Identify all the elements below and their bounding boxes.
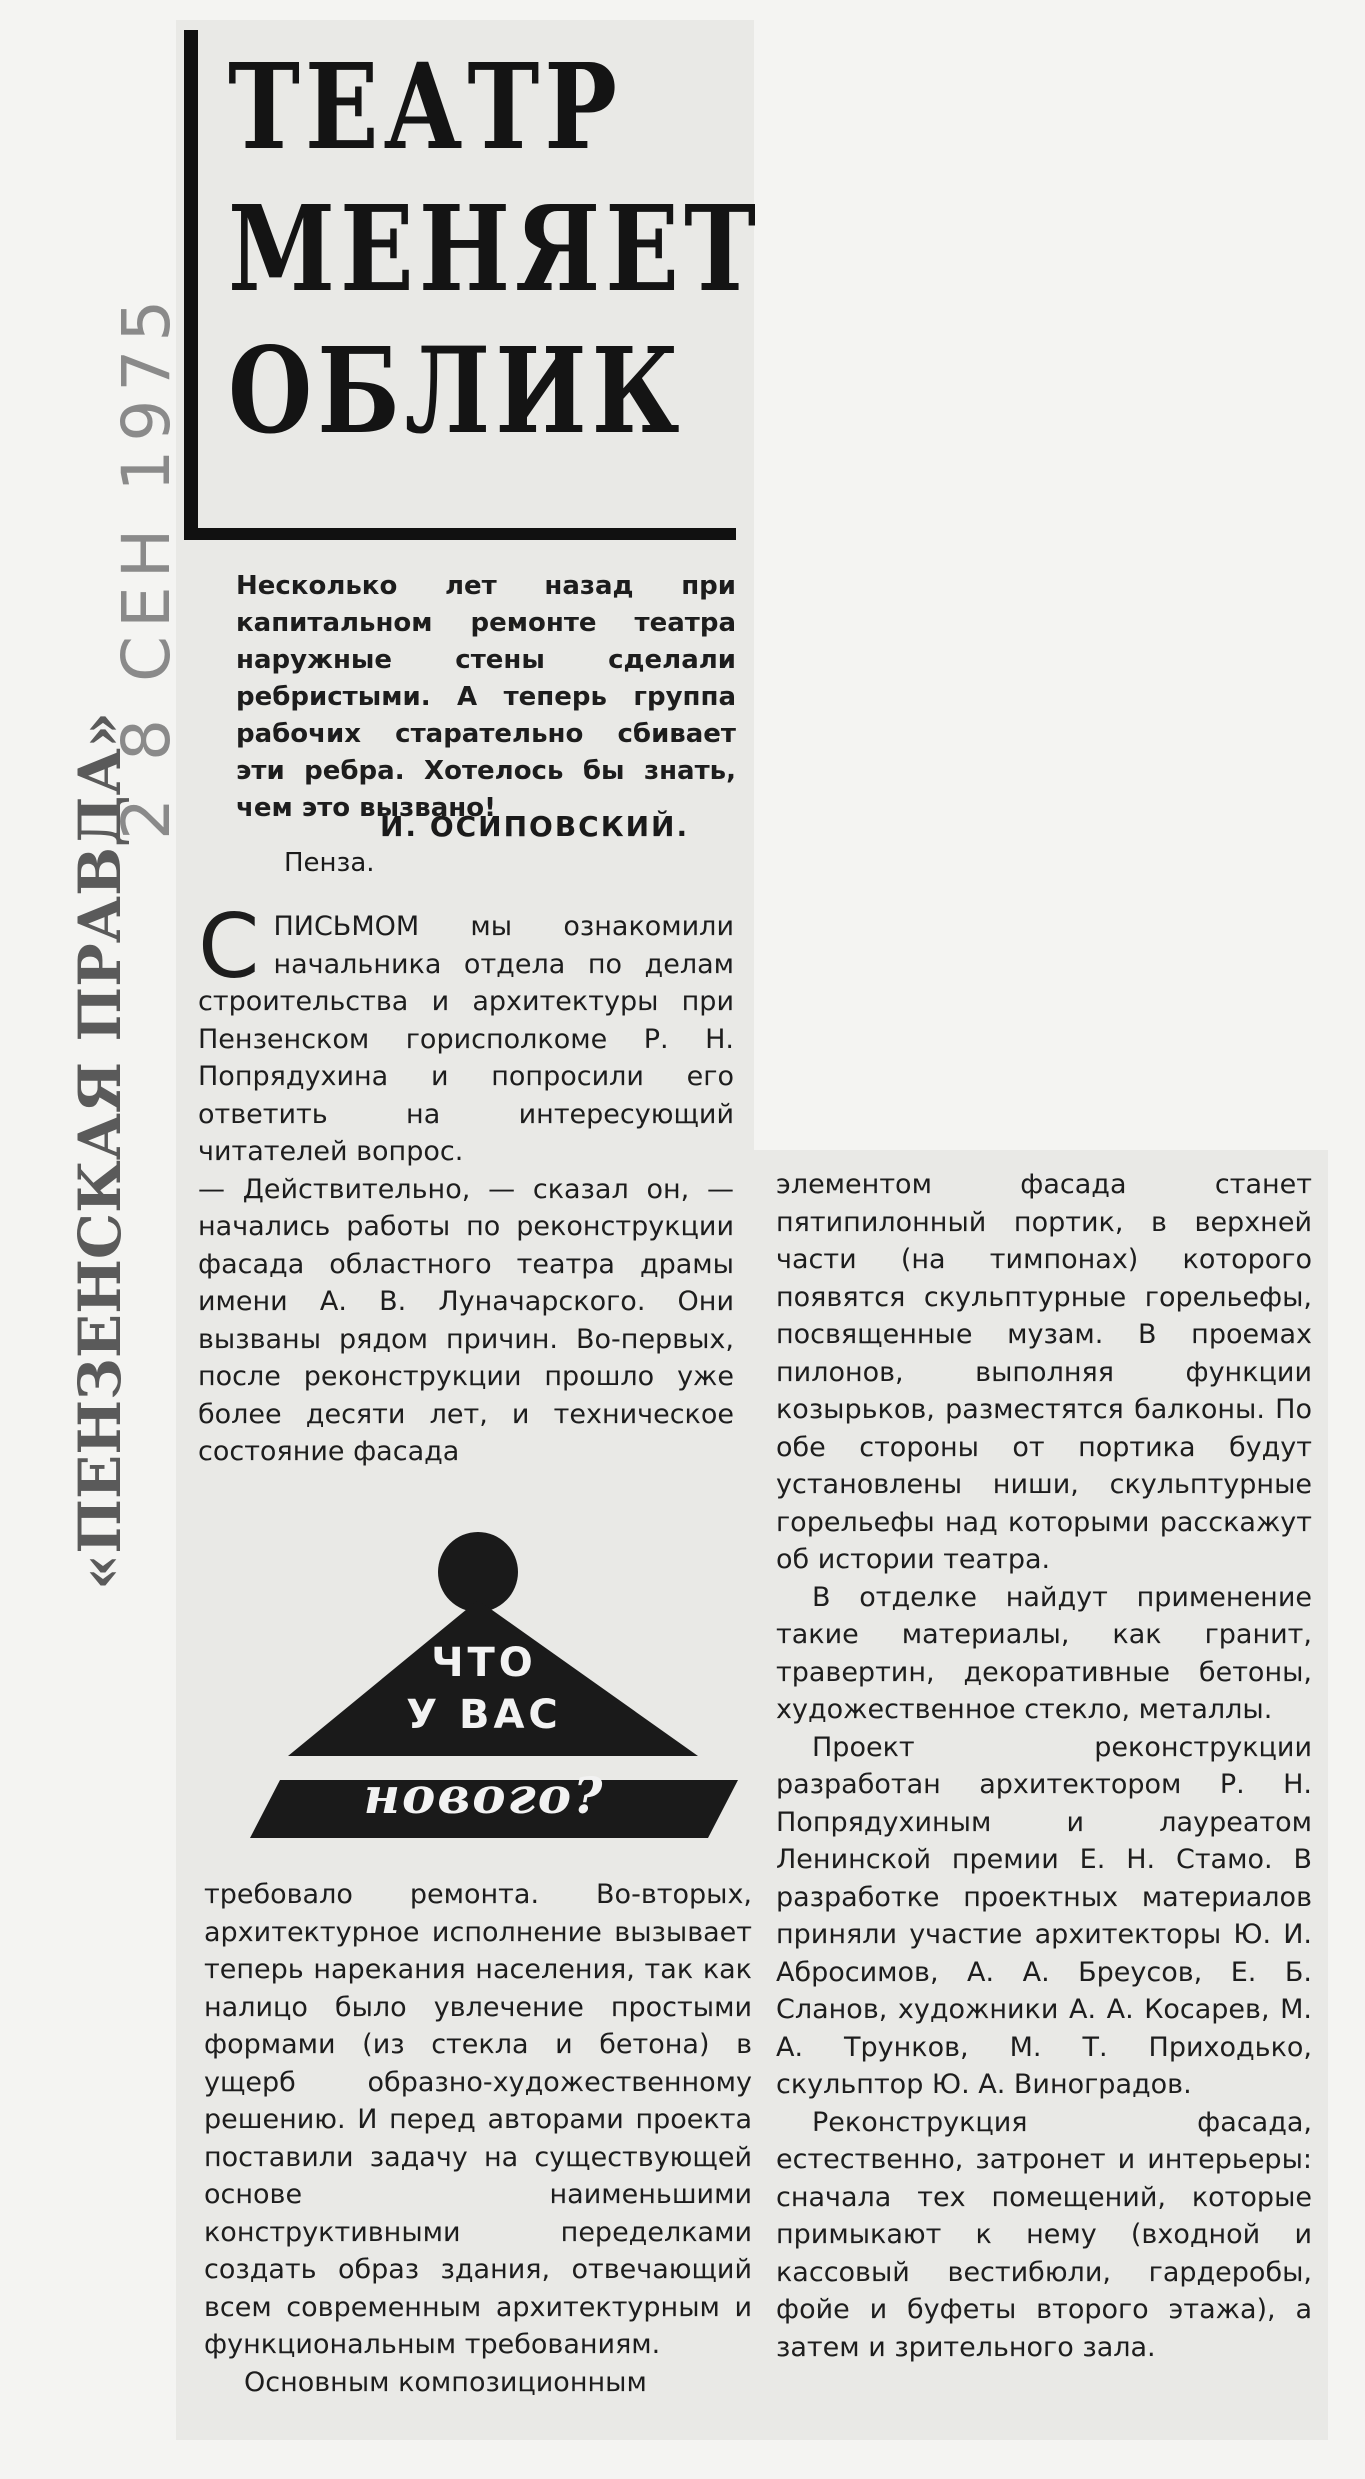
article-paragraph-1: СПИСЬМОМ мы ознакомили начальника отдела по делам строительства и архитектуры при Пензенском горисполкоме Р. Н. Попрядухина и попросили его ответить на интересующий читателей вопрос. xyxy=(198,895,734,1167)
headline xyxy=(228,36,761,462)
rubric-logo-line-2: У ВАС xyxy=(406,1692,562,1738)
article-column-1-bottom xyxy=(204,1876,752,2401)
article-paragraph-4: Основным композиционным xyxy=(244,2366,647,2398)
article-paragraph-6: В отделке найдут применение такие материалы, как гранит, травертин, декоративные бетоны, художественное стекло, металлы. xyxy=(776,1581,1312,1725)
article-column-2 xyxy=(776,1166,1312,2366)
article-paragraph-8: Реконструкция фасада, естественно, затронет и интерьеры: сначала тех помещений, которые примыкают к нему (входной и кассовый вестибюли, гардеробы, фойе и буфеты второго этажа), а затем и зрительного зала. xyxy=(776,2106,1312,2363)
rubric-logo xyxy=(228,1530,740,1842)
newspaper-name-stamp: «ПЕНЗЕНСКАЯ ПРАВДА» xyxy=(66,711,134,1590)
letter-author: И. ОСИПОВСКИЙ. xyxy=(380,810,690,843)
article-paragraph-5: элементом фасада станет пятипилонный портик, в верхней части (на тимпонах) которого появятся скульптурные горельефы, посвященные музам. В проемах пилонов, выполняя функции козырьков, разместятся балконы. По обе стороны от портика будут установлены ниши, скульптурные горельефы над которыми расскажут об истории театра. xyxy=(776,1169,1312,1575)
article-column-1-top xyxy=(198,895,734,1471)
reader-letter: Несколько лет назад при капитальном ремонте театра наружные стены сделали ребристыми. А теперь группа рабочих старательно сбивает эти ребра. Хотелось бы знать, чем это вызвано! xyxy=(236,571,736,823)
article-paragraph-3: требовало ремонта. Во-вторых, архитектурное исполнение вызывает теперь нарекания населения, так как налицо было увлечение простыми формами (из стекла и бетона) в ущерб образно-художественному решению. И перед авторами проекта поставили задачу на существующей основе наименьшими конструктивными переделками создать образ здания, отвечающий всем современным архитектурным и функциональным требованиям. xyxy=(204,1879,752,2360)
rubric-logo-line-3: нового? xyxy=(363,1766,605,1825)
rubric-logo-line-1: ЧТО xyxy=(431,1640,537,1686)
drop-cap: С xyxy=(198,895,260,998)
archive-date-stamp: 2 8 СЕН 1975 xyxy=(108,291,185,840)
letter-city: Пенза. xyxy=(284,848,375,878)
article-paragraph-2: — Действительно, — сказал он, — начались работы по реконструкции фасада областного театра драмы имени А. В. Луначарского. Они вызваны рядом причин. Во-первых, после реконструкции прошло уже более десяти лет, и техническое состояние фасада xyxy=(198,1173,734,1467)
headline-line-3: ОБЛИК xyxy=(228,321,685,460)
headline-line-1: ТЕАТР xyxy=(228,37,622,176)
article-paragraph-7: Проект реконструкции разработан архитектором Р. Н. Попрядухиным и лауреатом Ленинской премии Е. Н. Стамо. В разработке проектных материалов приняли участие архитекторы Ю. И. Абросимов, А. А. Бреусов, Е. Б. Сланов, художники А. А. Косарев, М. А. Трунков, М. Т. Приходько, скульптор Ю. А. Виноградов. xyxy=(776,1731,1312,2100)
headline-line-2: МЕНЯЕТ xyxy=(228,179,761,318)
